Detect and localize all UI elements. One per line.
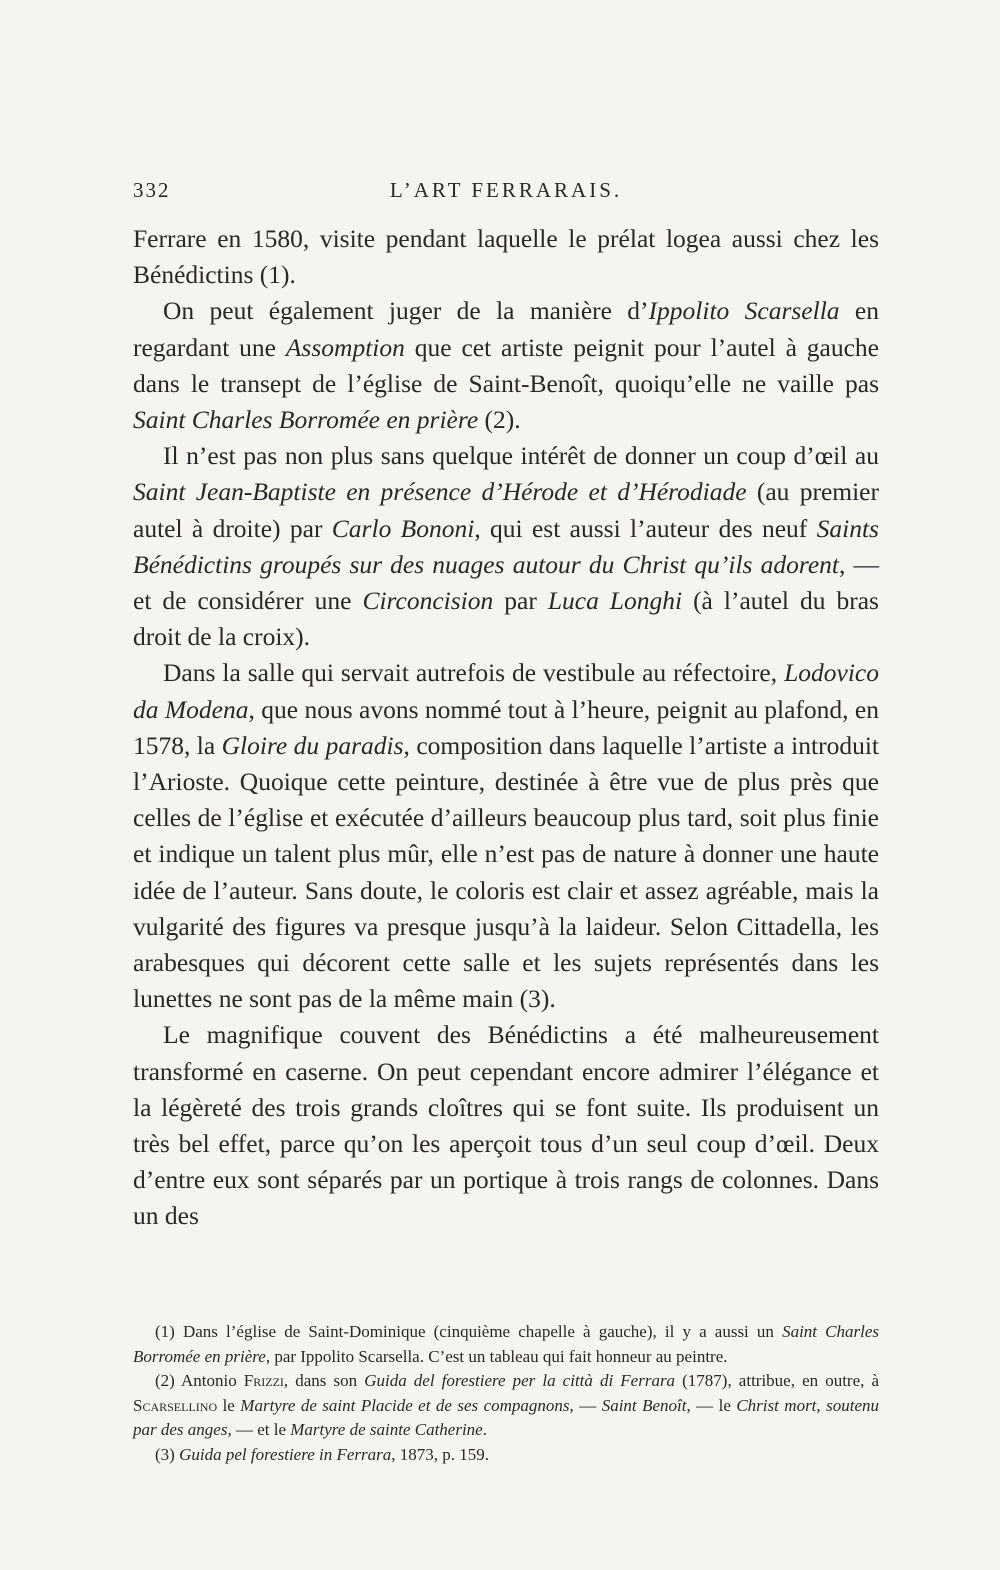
italic-text: Saint Jean-Baptiste en présence d’Hérode et d’Hérodiade (133, 477, 747, 507)
text-run: , par Ippolito Scarsella. C’est un tableau qui fait honneur au peintre. (265, 1346, 728, 1366)
italic-text: Martyre de saint Placide et de ses compagnons (240, 1395, 570, 1415)
text-run: (au premier autel à droite) par (133, 477, 879, 543)
italic-text: Gloire du paradis (221, 730, 404, 760)
footnote (133, 1443, 879, 1468)
italic-text: Luca Longhi (547, 586, 683, 616)
body-text (133, 221, 879, 1235)
text-run: Dans la salle qui servait autrefois de vestibule au réfectoire, (163, 658, 785, 688)
small-caps-name: Scarsellino (133, 1395, 218, 1415)
italic-text: Guida del forestiere per la città di Ferrara (364, 1371, 676, 1390)
text-run: , 1873, p. 159. (391, 1444, 489, 1464)
text-run: . (482, 1420, 487, 1439)
text-run: , que nous avons nommé tout à l’heure, peignit au plafond, en 1578, la (133, 694, 879, 760)
italic-text: Lodovico da Modena (133, 658, 879, 724)
text-run: Ferrare en 1580, visite pendant laquelle le prélat logea aussi chez les Bénédictins (1). (133, 224, 879, 290)
italic-text: Circoncision (362, 586, 494, 616)
text-run: , qui est aussi l’auteur des neuf (474, 513, 817, 543)
text-run: Il n’est pas non plus sans quelque intérêt de donner un coup d’œil au (163, 441, 879, 471)
italic-text: Christ mort, soutenu par des anges (133, 1395, 879, 1439)
italic-text: Saint Charles Borromée en prière (133, 405, 479, 435)
italic-text: Ippolito Scarsella (648, 296, 840, 326)
italic-text: Assomption (285, 332, 405, 362)
small-caps-name: Frizzi (243, 1371, 284, 1390)
running-title: L’ART FERRARAIS. (389, 178, 623, 202)
text-run: On peut également juger de la manière d’ (163, 296, 649, 326)
text-run: , — et le (227, 1420, 291, 1439)
paragraph (133, 293, 879, 438)
italic-text: Guida pel forestiere in Ferrara (179, 1444, 392, 1464)
page-number: 332 (133, 178, 171, 202)
italic-text: Carlo Bononi (331, 513, 475, 543)
text-run: (à l’autel du bras droit de la croix). (133, 586, 879, 652)
text-run: (3) (155, 1444, 180, 1464)
footnotes (133, 1320, 879, 1467)
italic-text: Saints Bénédictins groupés sur des nuages autour du Christ qu’ils adorent (133, 513, 879, 579)
footnote (133, 1320, 879, 1369)
text-run: (1787), attribue, en outre, à (675, 1371, 880, 1390)
text-run: par (493, 586, 548, 616)
paragraph (133, 221, 879, 293)
text-run: (2). (478, 405, 521, 435)
paragraph (133, 655, 879, 1017)
text-run: en regardant une (133, 296, 879, 362)
italic-text: Martyre de sainte Catherine (290, 1420, 483, 1439)
text-run: (2) Antonio (155, 1371, 244, 1390)
text-run: , — et de considérer une (133, 549, 879, 616)
text-run: , — (569, 1395, 602, 1415)
text-run: (1) Dans l’église de Saint-Dominique (cinquième chapelle à gauche), il y a aussi un (155, 1322, 783, 1341)
footnote (133, 1369, 879, 1443)
text-run: que cet artiste peignit pour l’autel à gauche dans le transept de l’église de Saint-Benoît, quoiqu’elle ne vaille pas (133, 332, 879, 398)
text-run: , — le (686, 1395, 737, 1415)
text-run: Le magnifique couvent des Bénédictins a été malheureusement transformé en caserne. On peut cependant encore admirer l’élégance et la légèreté des trois grands cloîtres qui se font suite. Ils produisent un très bel effet, parce qu’on les aperçoit tous d’un seul coup d’œil. Deux d’entre eux sont séparés par un portique à trois rangs de colonnes. Dans un des (133, 1020, 879, 1231)
paragraph (133, 1017, 879, 1234)
text-run: le (217, 1395, 241, 1415)
paragraph (133, 438, 879, 655)
text-run: , composition dans laquelle l’artiste a introduit l’Arioste. Quoique cette peinture, destinée à être vue de plus près que celles de l’église et exécutée d’ailleurs beaucoup plus tard, soit plus finie et indique un talent plus mûr, elle n’est pas de nature à donner une haute idée de l’auteur. Sans doute, le coloris est clair et assez agréable, mais la vulgarité des figures va presque jusqu’à la laideur. Selon Cittadella, les arabesques qui décorent cette salle et les sujets représentés dans les lunettes ne sont pas de la même main (3). (133, 730, 879, 1014)
italic-text: Saint Benoît (601, 1395, 687, 1415)
text-run: , dans son (283, 1371, 365, 1390)
page-header (133, 178, 879, 212)
italic-text: Saint Charles Borromée en prière (133, 1322, 879, 1366)
